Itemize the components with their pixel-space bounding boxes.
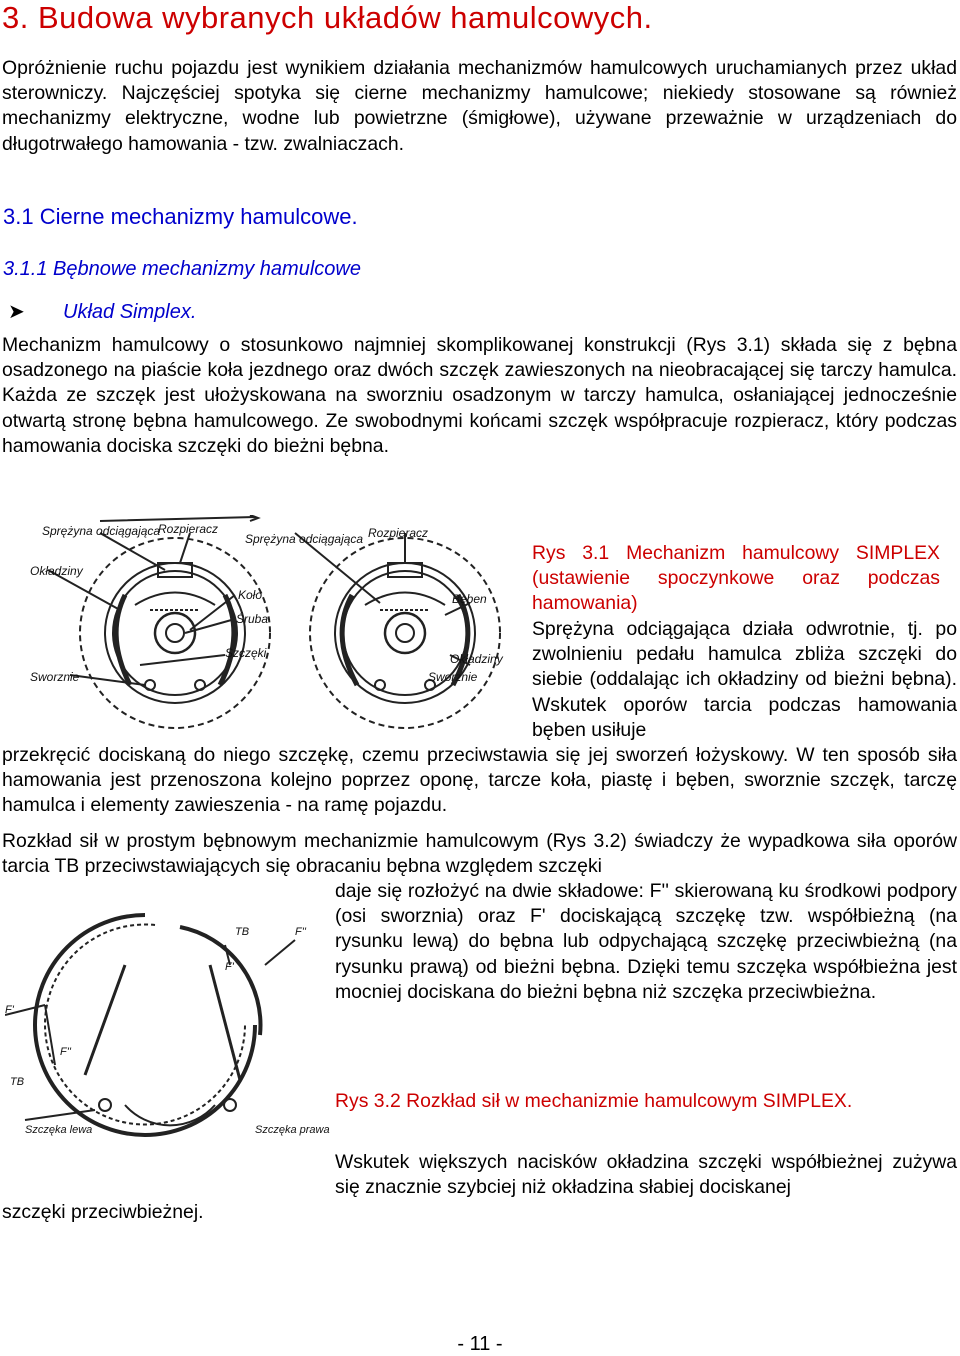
label-rozpieracz-right: Rozpieracz [368, 526, 429, 540]
figure-simplex-brake [30, 515, 525, 735]
section-heading: 3.1 Cierne mechanizmy hamulcowe. [3, 204, 358, 229]
bullet-label: Układ Simplex. [63, 301, 197, 323]
label-f1-left: F' [5, 1004, 14, 1016]
label-sworznie-left: Sworznie [30, 670, 80, 684]
label-kolo: Koło [238, 588, 263, 602]
bullet-item [8, 299, 196, 324]
subsection-heading: 3.1.1 Bębnowe mechanizmy hamulcowe [3, 258, 361, 280]
arrow-bullet-icon: ➤ [8, 301, 25, 323]
label-sruba: Śruba [236, 612, 269, 626]
label-beben: Bęben [452, 592, 487, 606]
wear-paragraph: Wskutek większych nacisków okładzina szczęki współbieżnej zużywa się znacznie szybciej niż okładzina słabiej dociskanej [335, 1151, 957, 1199]
page-heading: 3. Budowa wybranych układów hamulcowych. [2, 0, 653, 35]
label-rozpieracz-left: Rozpieracz [158, 522, 219, 536]
label-f2-left: F'' [60, 1046, 71, 1058]
label-sprezyna-left: Sprężyna odciągająca [42, 524, 161, 538]
continuation-paragraph: przekręcić dociskaną do niego szczękę, czemu przeciwstawia się jej sworzeń łożyskowy. W ten sposób siła hamowania jest przenoszona kolejno poprzez oponę, tarcze koła, piastę i bęben, sworznie szczęk, tarczę hamulca i elementy zawieszenia - na ramę pojazdu. [2, 744, 957, 817]
label-f2-right: F'' [295, 926, 306, 938]
simplex-paragraph: Mechanizm hamulcowy o stosunkowo najmniej skomplikowanej konstrukcji (Rys 3.1) składa się z bębna osadzonego na piaście koła jezdnego oraz dwóch szczęk zawieszonych na nieobracającej się tarczy hamulca. Każda ze szczęk jest ułożyskowana na sworzniu osadzonym w tarczy hamulca, osłaniającej jednocześnie otwartą stronę bębna hamulcowego. Ze swobodnymi końcami szczęk współpracuje rozpieracz, który podczas hamowania dociska szczęki do bieżni bębna. [2, 334, 957, 457]
label-sprezyna-right: Sprężyna odciągająca [245, 532, 364, 546]
page-number: - 11 - [457, 1333, 503, 1355]
label-right-shoe: Szczęka prawa [255, 1124, 330, 1136]
label-okladziny-left: Okładziny [30, 564, 83, 578]
figure1-side-text: Sprężyna odciągająca działa odwrotnie, tj. po zwolnieniu pedału hamulca zbliża szczęki do siebie (oddalając ich okładziny od bieżni bębna). Wskutek oporów tarcia podczas hamowania bęben usiłuje [532, 618, 957, 741]
label-okladziny-right: Okładziny [450, 652, 503, 666]
label-f1-top: F' [225, 961, 234, 973]
label-szczeki: Szczęki [225, 646, 267, 660]
label-sworznie-right: Sworznie [428, 670, 478, 684]
forces-paragraph-end: daje się rozłożyć na dwie składowe: F'' skierowaną ku środkowi podpory (osi sworznia) oraz F' dociskającą szczękę tzw. współbieżną (na rysunku lewą) do bębna lub odpychającą szczękę przeciwbieżną (na rysunku prawą) od bieżni bębna. Dzięki temu szczęka współbieżna jest mocniej dociskana do bieżni bębna niż szczęka przeciwbieżna. [335, 880, 957, 1003]
label-tb-left: TB [10, 1076, 25, 1088]
forces-paragraph-start: Rozkład sił w prostym bębnowym mechanizmie hamulcowym (Rys 3.2) świadczy że wypadkowa siła oporów tarcia TB przeciwstawiających się obracaniu bębna względem szczęki [2, 830, 957, 878]
label-left-shoe: Szczęka lewa [25, 1124, 93, 1136]
wear-paragraph-end: szczęki przeciwbieżnej. [2, 1201, 204, 1223]
intro-paragraph: Opróżnienie ruchu pojazdu jest wynikiem działania mechanizmów hamulcowych uruchamianych przez układ sterowniczy. Najczęściej spotyka się cierne mechanizmy hamulcowe; niekiedy stosowane są również mechanizmy elektryczne, wodne lub powietrzne (śmigłowe), używane przeważnie w urządzeniach do długotrwałego hamowania - tzw. zwalniaczach. [2, 57, 957, 155]
label-tb-top: TB [235, 926, 250, 938]
figure1-caption: Rys 3.1 Mechanizm hamulcowy SIMPLEX (ustawienie spoczynkowe oraz podczas hamowania) [532, 542, 940, 615]
figure-force-distribution [5, 905, 330, 1145]
figure2-caption: Rys 3.2 Rozkład sił w mechanizmie hamulcowym SIMPLEX. [335, 1090, 853, 1112]
